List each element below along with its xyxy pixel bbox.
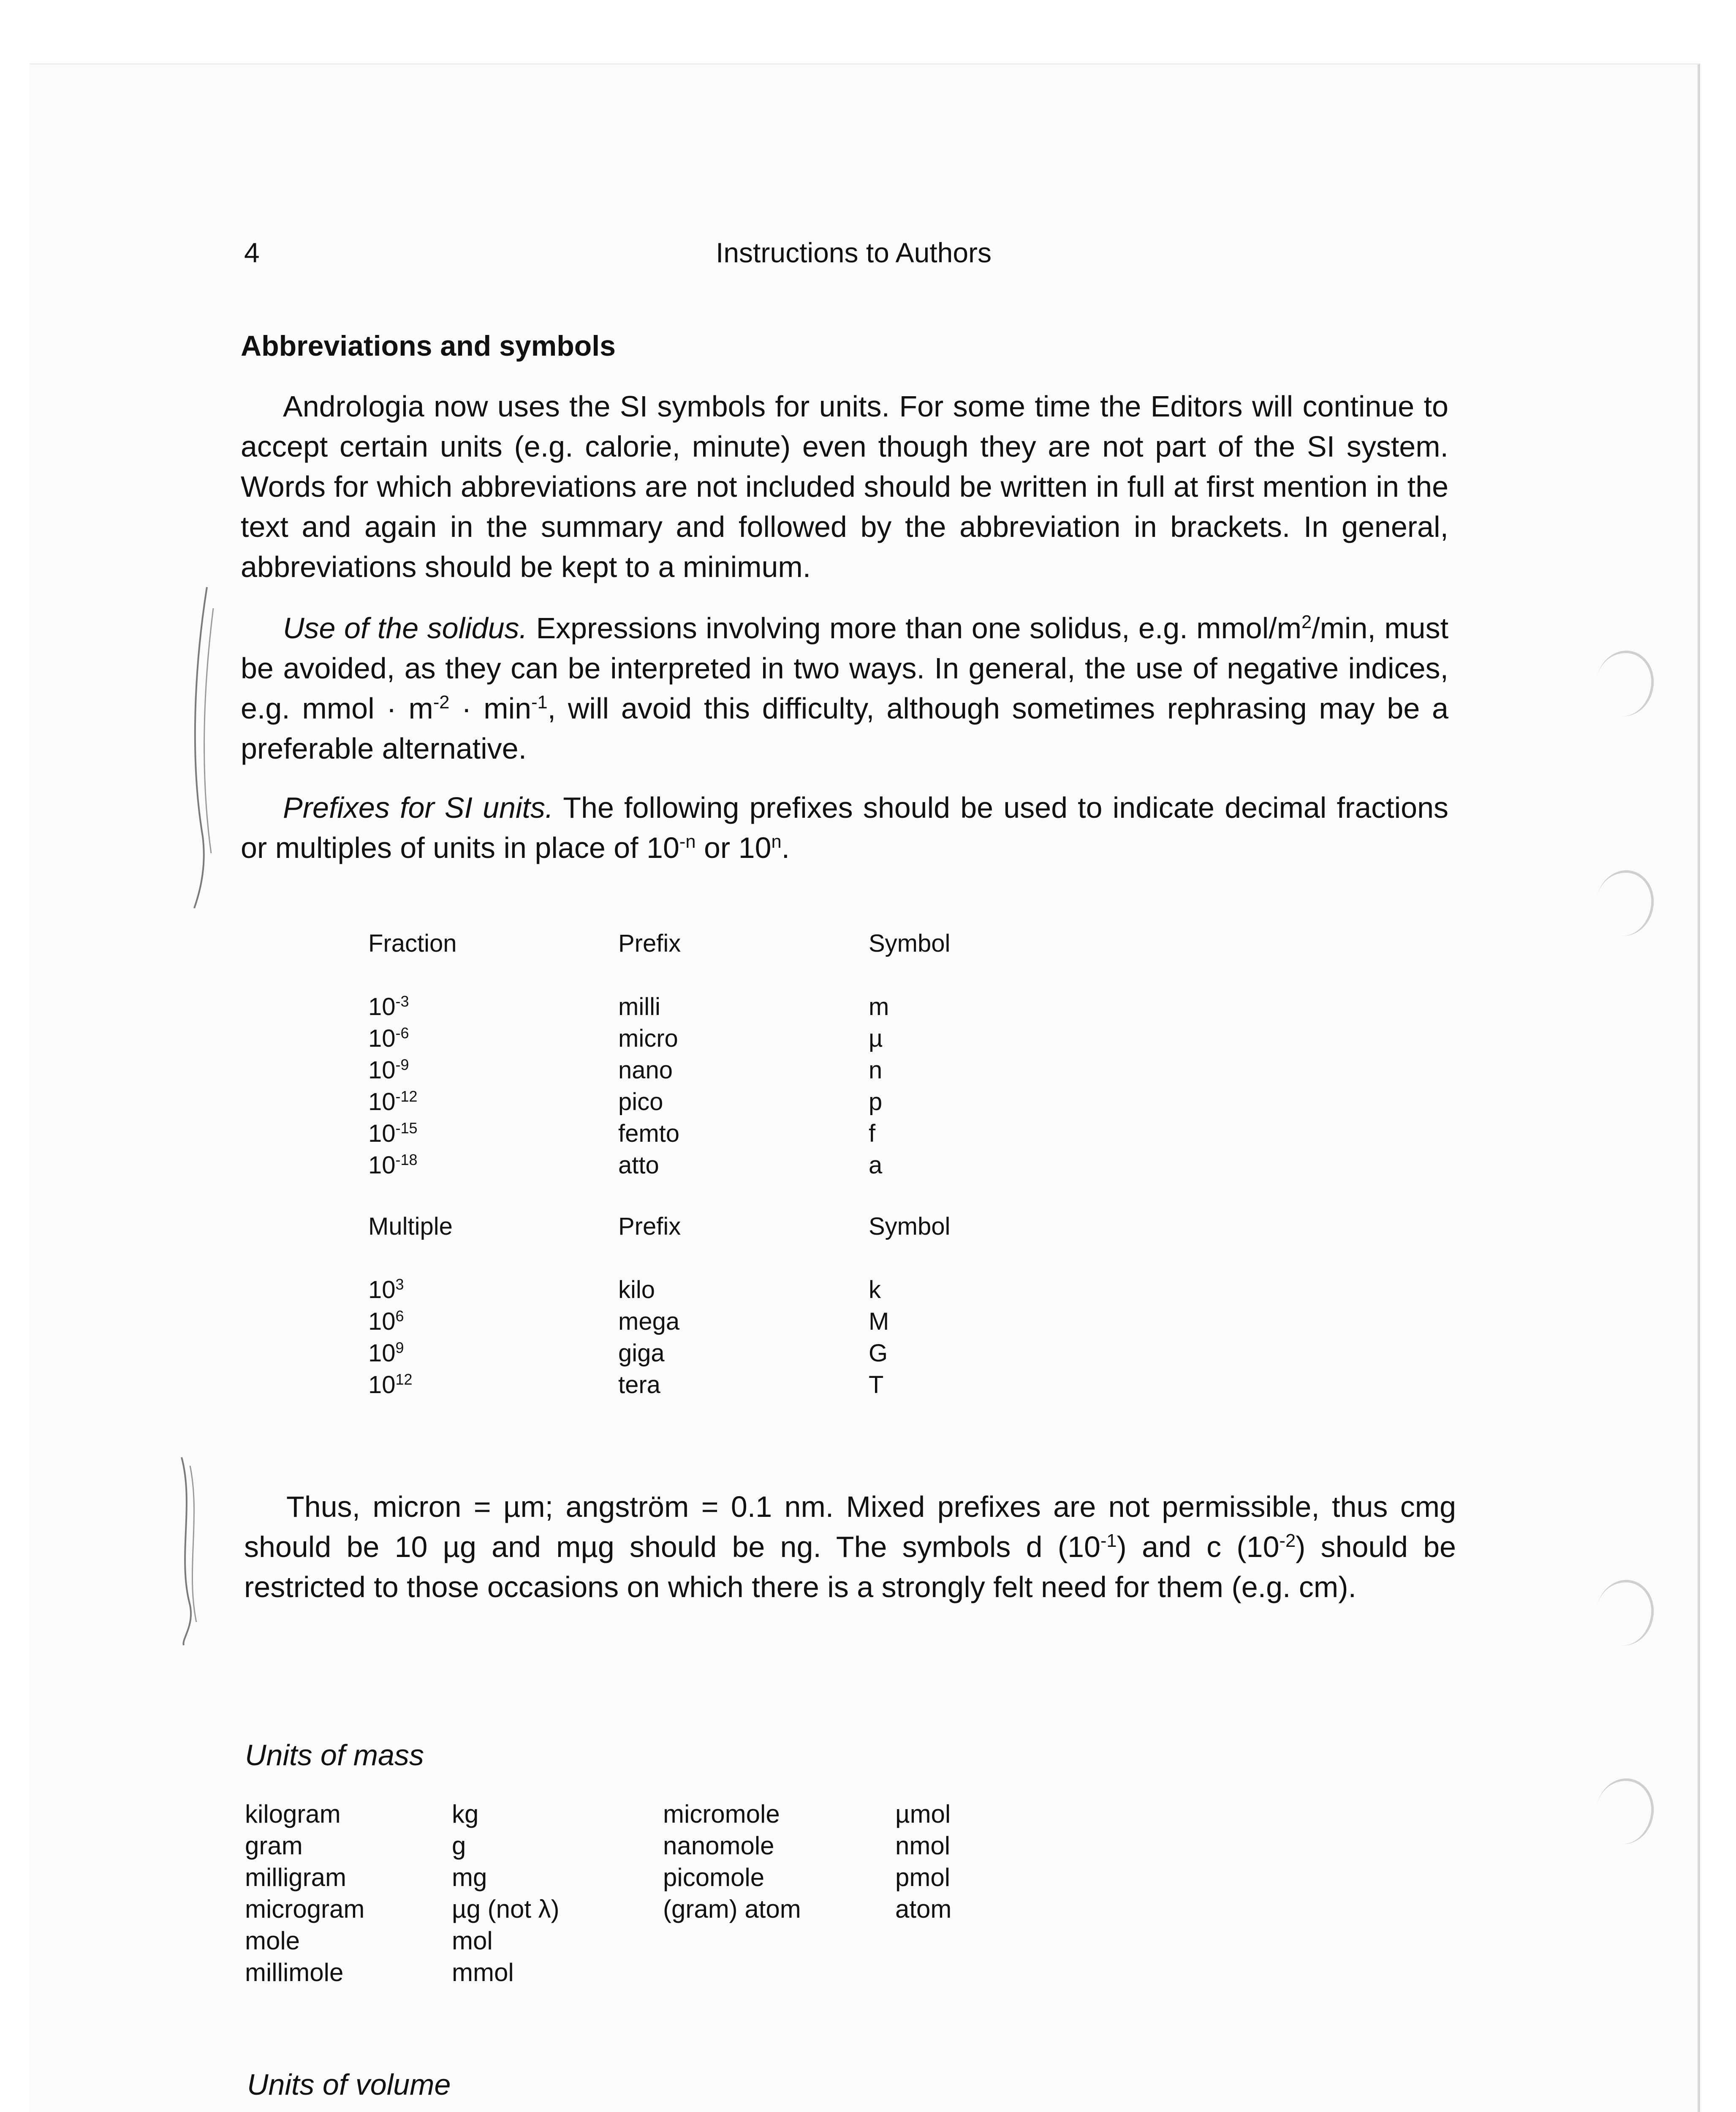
unit-name: nanomole xyxy=(663,1832,774,1860)
power-exponent: 12 xyxy=(395,1371,413,1388)
units-of-mass-right xyxy=(663,1799,1043,1939)
unit-name: micromole xyxy=(663,1800,780,1828)
margin-pencil-mark xyxy=(165,1453,211,1647)
power-exponent: -6 xyxy=(395,1024,409,1042)
unit-name: gram xyxy=(245,1832,303,1860)
power-of-ten xyxy=(368,1339,404,1367)
prefix-header: Prefix xyxy=(618,1213,681,1240)
superscript: -1 xyxy=(1100,1531,1117,1551)
thus-text-part: ) should be restricted to those occasions on which there is a strongly felt need for them (e.g. cm). xyxy=(244,1530,1456,1603)
symbol-cell: f xyxy=(869,1120,876,1147)
symbol-header: Symbol xyxy=(869,930,951,957)
prefix-text xyxy=(241,788,1448,868)
units-of-volume-title: Units of volume xyxy=(247,2068,451,2101)
power-of-ten xyxy=(368,1371,413,1399)
prefix-cell: milli xyxy=(618,993,660,1021)
power-of-ten xyxy=(368,1151,417,1179)
unit-name: picomole xyxy=(663,1863,765,1892)
intro-text: Andrologia now uses the SI symbols for units. For some time the Editors will continue to accept certain units (e.g. calorie, minute) even though they are not part of the SI system. Words for which abbreviations are not included should be written in full at first mention in the text and again in the summary and followed by the abbreviation in brackets. In general, abbreviations should be kept to a minimum. xyxy=(241,390,1448,583)
unit-abbreviation: atom xyxy=(895,1895,952,1923)
multiple-table xyxy=(368,1212,1044,1407)
fraction-header: Fraction xyxy=(368,930,457,957)
unit-abbreviation: µg (not λ) xyxy=(452,1895,560,1923)
power-exponent: -9 xyxy=(395,1056,409,1074)
prefix-cell: kilo xyxy=(618,1276,655,1304)
power-base: 10 xyxy=(368,1025,396,1052)
margin-pencil-mark xyxy=(177,583,224,912)
symbol-cell: n xyxy=(869,1056,883,1084)
power-exponent: 6 xyxy=(395,1307,404,1325)
solidus-paragraph xyxy=(241,608,1448,769)
solidus-text-part: , will avoid this difficulty, although sometimes rephrasing may be a preferable alternative. xyxy=(241,692,1448,765)
power-base: 10 xyxy=(368,1308,396,1335)
power-exponent: 9 xyxy=(395,1339,404,1357)
power-base: 10 xyxy=(368,1371,396,1399)
unit-abbreviation: mg xyxy=(452,1863,487,1892)
superscript: n xyxy=(771,832,782,852)
power-exponent: -3 xyxy=(395,993,409,1010)
solidus-text xyxy=(241,608,1448,769)
prefix-cell: nano xyxy=(618,1056,673,1084)
unit-abbreviation: g xyxy=(452,1832,466,1860)
power-of-ten xyxy=(368,1307,404,1336)
solidus-text-part: · min xyxy=(449,692,532,725)
superscript: -2 xyxy=(433,692,450,713)
power-base: 10 xyxy=(368,1339,396,1367)
unit-name: milligram xyxy=(245,1863,346,1892)
power-base: 10 xyxy=(368,1088,396,1116)
unit-name: kilogram xyxy=(245,1800,341,1828)
symbol-header: Symbol xyxy=(869,1213,951,1240)
prefix-cell: giga xyxy=(618,1339,665,1367)
unit-abbreviation: nmol xyxy=(895,1832,951,1860)
power-exponent: 3 xyxy=(395,1276,404,1293)
power-exponent: -18 xyxy=(395,1151,418,1169)
prefix-cell: micro xyxy=(618,1025,678,1052)
prefix-cell: atto xyxy=(618,1151,659,1179)
symbol-cell: µ xyxy=(869,1025,883,1052)
units-of-mass-left xyxy=(245,1799,625,2002)
symbol-cell: G xyxy=(869,1339,888,1367)
power-base: 10 xyxy=(368,993,396,1021)
units-of-mass-title: Units of mass xyxy=(245,1739,424,1772)
prefix-cell: mega xyxy=(618,1308,680,1335)
unit-name: microgram xyxy=(245,1895,365,1923)
prefix-header: Prefix xyxy=(618,930,681,957)
superscript: -1 xyxy=(531,692,548,713)
symbol-cell: p xyxy=(869,1088,883,1116)
symbol-cell: T xyxy=(869,1371,884,1399)
power-exponent: -12 xyxy=(395,1088,418,1105)
section-heading: Abbreviations and symbols xyxy=(241,330,616,362)
prefix-text-part: or 10 xyxy=(695,831,772,864)
prefix-cell: tera xyxy=(618,1371,660,1399)
symbol-cell: M xyxy=(869,1308,889,1335)
unit-name: (gram) atom xyxy=(663,1895,801,1923)
power-base: 10 xyxy=(368,1276,396,1304)
unit-abbreviation: µmol xyxy=(895,1800,951,1828)
unit-abbreviation: mol xyxy=(452,1927,493,1955)
symbol-cell: a xyxy=(869,1151,883,1179)
power-base: 10 xyxy=(368,1151,396,1179)
thus-text xyxy=(244,1487,1456,1607)
intro-paragraph xyxy=(241,386,1448,587)
power-exponent: -15 xyxy=(395,1119,418,1137)
fraction-table xyxy=(368,929,1044,1191)
solidus-lead: Use of the solidus. xyxy=(283,612,527,645)
superscript: -n xyxy=(679,832,696,852)
power-of-ten xyxy=(368,1024,409,1053)
unit-name: millimole xyxy=(245,1958,344,1987)
superscript: -2 xyxy=(1279,1531,1296,1551)
prefix-lead: Prefixes for SI units. xyxy=(283,791,554,824)
thus-paragraph xyxy=(244,1487,1456,1607)
unit-abbreviation: mmol xyxy=(452,1958,514,1987)
unit-name: mole xyxy=(245,1927,300,1955)
prefix-cell: femto xyxy=(618,1120,680,1147)
solidus-text-part: /min, must be avoided, as they can be interpreted in two ways. In general, the use of negative indices, e.g. mmol · m xyxy=(241,612,1449,725)
power-of-ten xyxy=(368,1119,417,1148)
power-base: 10 xyxy=(368,1120,396,1147)
power-base: 10 xyxy=(368,1056,396,1084)
solidus-text-part: Expressions involving more than one solidus, e.g. mmol/m xyxy=(527,612,1302,645)
unit-abbreviation: kg xyxy=(452,1800,479,1828)
power-of-ten xyxy=(368,993,409,1021)
symbol-cell: m xyxy=(869,993,889,1021)
thus-text-part: Thus, micron = µm; angström = 0.1 nm. Mixed prefixes are not permissible, thus cmg should be 10 µg and mµg should be ng. The symbols d (10 xyxy=(244,1490,1456,1563)
unit-abbreviation: pmol xyxy=(895,1863,951,1892)
prefix-cell: pico xyxy=(618,1088,663,1116)
power-of-ten xyxy=(368,1056,409,1084)
prefix-paragraph xyxy=(241,788,1448,868)
prefix-text-part: . xyxy=(781,831,790,864)
multiple-header: Multiple xyxy=(368,1213,453,1240)
running-title: Instructions to Authors xyxy=(716,237,992,268)
power-of-ten xyxy=(368,1088,417,1116)
power-of-ten xyxy=(368,1276,404,1304)
symbol-cell: k xyxy=(869,1276,881,1304)
superscript: 2 xyxy=(1301,612,1312,633)
prefix-text-part: The following prefixes should be used to indicate decimal fractions or multiples of units in place of 10 xyxy=(241,791,1449,864)
thus-text-part: ) and c (10 xyxy=(1117,1530,1280,1563)
page-number: 4 xyxy=(244,237,260,268)
